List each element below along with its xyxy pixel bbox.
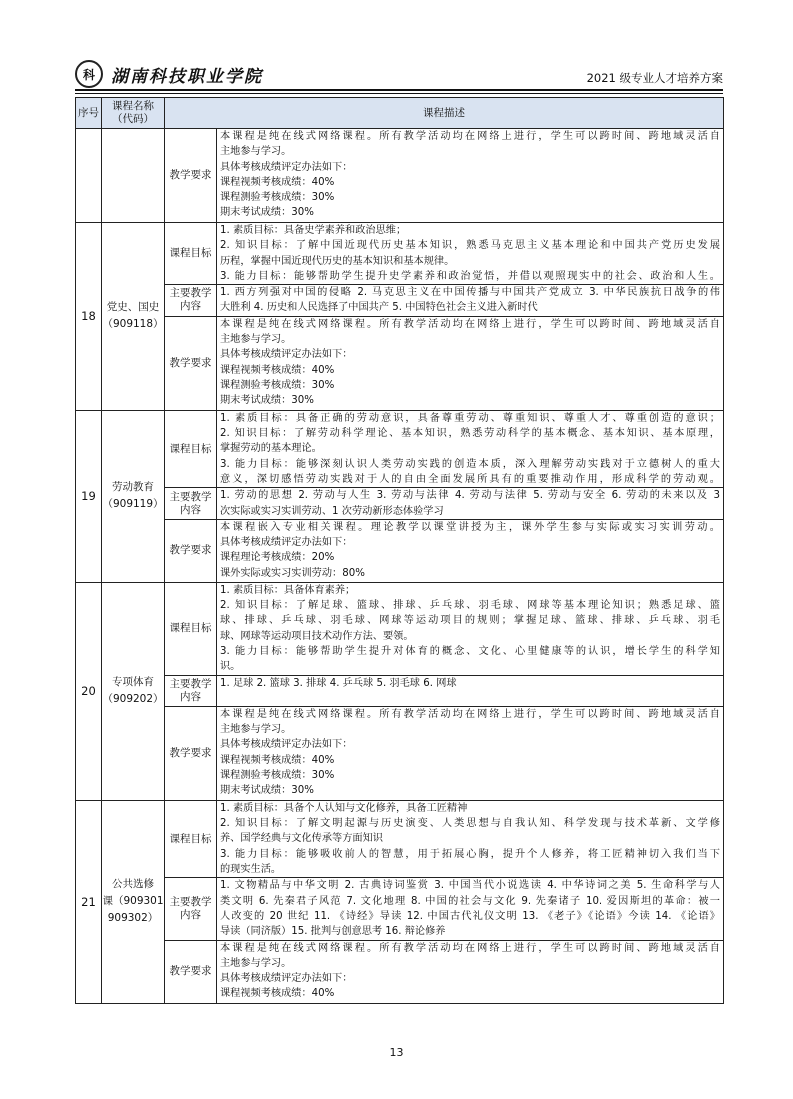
course-number: 18: [76, 223, 102, 411]
content-label-line: 主要教学: [169, 895, 212, 908]
description-line: 本课程嵌入专业相关课程。理论教学以课堂讲授为主，课外学生参与实际或实习实训劳动。: [220, 521, 720, 533]
table-row: [76, 519, 724, 582]
description-line: 识。: [220, 661, 241, 673]
description-line: 课程视频考核成绩：40%: [220, 988, 335, 1000]
table-row: [76, 582, 724, 675]
requirement-label: 教学要求: [165, 316, 217, 410]
school-logo: [75, 60, 263, 88]
goal-label: 课程目标: [165, 800, 217, 877]
course-name-line: 909302）: [107, 912, 159, 925]
description-line: 1. 素质目标：具备个人认知与文化修养，具备工匠精神: [220, 802, 468, 814]
course-name-line: （909118）: [102, 318, 164, 331]
description-line: 课外实际或实习实训劳动：80%: [220, 567, 365, 579]
description-line: 课程测验考核成绩：30%: [220, 379, 335, 391]
description-line: 意义，深切感悟劳动实践对于人的自由全面发展所具有的重要推动作用，形成科学的劳动观。: [220, 473, 720, 485]
page-number: 13: [389, 1046, 404, 1059]
goal-label: 课程目标: [165, 410, 217, 487]
description-line: 课程测验考核成绩：30%: [220, 770, 335, 782]
course-name-line: 公共选修: [112, 878, 154, 891]
description-line: 具体考核成绩评定办法如下：: [220, 161, 353, 173]
course-goals: [217, 582, 724, 675]
table-row: [76, 223, 724, 285]
requirement-label: 教学要求: [165, 706, 217, 800]
description-line: 2. 知识目标：了解文明起源与历史演变、人类思想与自我认知、科学发现与技术革新、文学修: [220, 818, 720, 830]
description-line: 3. 能力目标：能够深刻认识人类劳动实践的创造本质，深入理解劳动实践对于立德树人的重大: [220, 458, 720, 470]
table-row: [76, 316, 724, 410]
description-line: 1. 文物精品与中华文明 2. 古典诗词鉴赏 3. 中国当代小说选读 4. 中华诗词之美 5. 生命科学与人: [220, 880, 720, 892]
course-name: [102, 223, 165, 411]
header-desc: 课程描述: [165, 98, 724, 129]
course-name: [102, 582, 165, 800]
requirement-label: 教学要求: [165, 519, 217, 582]
table-row: [76, 488, 724, 520]
requirement-label: 教学要求: [165, 940, 217, 1003]
description-line: 主地参与学习。: [220, 146, 292, 158]
content-label-line: 内容: [180, 300, 201, 313]
description-line: 3. 能力目标：能够吸收前人的智慧，用于拓展心胸，提升个人修养，将工匠精神切入我们当下: [220, 848, 720, 860]
description-line: 期末考试成绩：30%: [220, 207, 314, 219]
table-row: [76, 675, 724, 706]
description-line: 课程视频考核成绩：40%: [220, 754, 335, 766]
header-name: 课程名称（代码）: [102, 98, 165, 129]
course-content: [217, 488, 724, 520]
description-line: 历程，掌握中国近现代历史的基本知识和基本规律。: [220, 255, 455, 267]
course-requirements: [217, 316, 724, 410]
description-line: 本课程是纯在线式网络课程。所有教学活动均在网络上进行，学生可以跨时间、跨地域灵活自: [220, 318, 720, 330]
course-number: 20: [76, 582, 102, 800]
description-line: 本课程是纯在线式网络课程。所有教学活动均在网络上进行，学生可以跨时间、跨地域灵活自: [220, 131, 720, 142]
course-number: 19: [76, 410, 102, 582]
description-line: 的现实生活。: [220, 864, 282, 876]
goal-label: 课程目标: [165, 582, 217, 675]
table-row: [76, 706, 724, 800]
cell-name: [102, 129, 165, 223]
cell-no: [76, 129, 102, 223]
content-label-line: 主要教学: [169, 490, 212, 503]
course-name-line: 劳动教育: [112, 481, 154, 494]
description-line: 1. 素质目标：具备史学素养和政治思维；: [220, 225, 407, 236]
description-line: 养、国学经典与文化传承等方面知识: [220, 833, 383, 845]
description-line: 主地参与学习。: [220, 334, 292, 346]
course-goals: [217, 800, 724, 877]
description-line: 类文明 6. 先秦君子风范 7. 文化地理 8. 中国的社会与文化 9. 先秦诸子 10. 爱因斯坦的革命：被一: [220, 895, 720, 907]
table-row: [76, 129, 724, 223]
description-line: 课程测验考核成绩：30%: [220, 192, 335, 204]
table-row: [76, 285, 724, 317]
description-line: 3. 能力目标：能够帮助学生提升史学素养和政治觉悟，并借以观照现实中的社会、政治和人生。: [220, 270, 720, 282]
course-goals: [217, 223, 724, 285]
course-name-line: 党史、国史: [106, 301, 160, 314]
row-description: [217, 129, 724, 223]
description-line: 导读（同济版）15. 批判与创意思考 16. 辩论修养: [220, 926, 446, 938]
content-label: [165, 285, 217, 317]
content-label-line: 内容: [180, 908, 201, 921]
description-line: 球、网球等运动项目技术动作方法、要领。: [220, 630, 414, 642]
description-line: 课程理论考核成绩：20%: [220, 552, 335, 564]
table-row: [76, 940, 724, 1003]
description-line: 2. 知识目标：了解足球、篮球、排球、乒乓球、羽毛球、网球等基本理论知识；熟悉足球、篮: [220, 600, 720, 612]
description-line: 本课程是纯在线式网络课程。所有教学活动均在网络上进行，学生可以跨时间、跨地域灵活自: [220, 942, 720, 954]
description-line: 1. 劳动的思想 2. 劳动与人生 3. 劳动与法律 4. 劳动与法律 5. 劳动与安全 6. 劳动的未来以及 3: [220, 490, 720, 502]
description-line: 3. 能力目标：能够帮助学生提升对体育的概念、文化、心里健康等的认识，增长学生的科学知: [220, 646, 720, 658]
course-requirements: [217, 519, 724, 582]
content-label-line: 主要教学: [169, 677, 212, 690]
description-line: 具体考核成绩评定办法如下：: [220, 537, 353, 549]
header-rule-thin: [75, 93, 723, 94]
course-goals: [217, 410, 724, 487]
description-line: 期末考试成绩：30%: [220, 785, 314, 797]
page-header: [75, 60, 723, 92]
row-label: 教学要求: [165, 129, 217, 223]
table-row: [76, 800, 724, 877]
course-name-line: 课（909301: [102, 895, 164, 908]
description-line: 人改变的 20 世纪 11. 《诗经》导读 12. 中国古代礼仪文明 13. 《老子》《论语》今读 14. 《论语》: [220, 910, 720, 922]
description-line: 大胜利 4. 历史和人民选择了中国共产 5. 中国特色社会主义进入新时代: [220, 302, 538, 314]
course-name-line: （909119）: [102, 498, 164, 511]
school-name-logo: 湖南科技职业学院: [111, 66, 263, 87]
course-content: [217, 878, 724, 940]
table-row: [76, 410, 724, 487]
description-line: 球、排球、乒乓球、羽毛球、网球等运动项目的规则；掌握足球、篮球、排球、乒乓球、羽毛: [220, 615, 720, 627]
description-line: 本课程是纯在线式网络课程。所有教学活动均在网络上进行，学生可以跨时间、跨地域灵活自: [220, 708, 720, 720]
description-line: 2. 知识目标：了解劳动科学理论、基本知识，熟悉劳动科学的基本概念、基本知识、基本原理，: [220, 428, 720, 440]
course-name: [102, 800, 165, 1003]
description-line: 具体考核成绩评定办法如下：: [220, 973, 353, 985]
description-line: 期末考试成绩：30%: [220, 395, 314, 407]
content-label-line: 内容: [180, 503, 201, 516]
description-line: 掌握劳动的基本理论。: [220, 443, 322, 455]
course-content: [217, 675, 724, 706]
description-line: 具体考核成绩评定办法如下：: [220, 349, 353, 361]
content-label: [165, 488, 217, 520]
header-no: 序号: [76, 98, 102, 129]
description-line: 次实际或实习实训劳动、1 次劳动新形态体验学习: [220, 505, 444, 517]
course-name-line: （909202）: [102, 693, 164, 706]
document-title: 2021 级专业人才培养方案: [586, 71, 723, 85]
description-line: 1. 素质目标：具备体育素养；: [220, 584, 356, 596]
goal-label: 课程目标: [165, 223, 217, 285]
table-header-row: [76, 98, 724, 129]
school-emblem-icon: 科: [75, 60, 103, 88]
content-label-line: 内容: [180, 690, 201, 703]
course-number: 21: [76, 800, 102, 1003]
description-line: 1. 西方列强对中国的侵略 2. 马克思主义在中国传播与中国共产党成立 3. 中华民族抗日战争的伟: [220, 287, 720, 299]
description-line: 2. 知识目标：了解中国近现代历史基本知识，熟悉马克思主义基本理论和中国共产党历史发展: [220, 240, 720, 252]
content-label: [165, 675, 217, 706]
description-line: 主地参与学习。: [220, 957, 292, 969]
table-row: [76, 878, 724, 940]
description-line: 主地参与学习。: [220, 724, 292, 736]
description-line: 课程视频考核成绩：40%: [220, 364, 335, 376]
description-line: 课程视频考核成绩：40%: [220, 176, 335, 188]
course-requirements: [217, 706, 724, 800]
course-table: [75, 97, 724, 1004]
content-label-line: 主要教学: [169, 287, 212, 300]
course-name: [102, 410, 165, 582]
content-label: [165, 878, 217, 940]
description-line: 1. 素质目标：具备正确的劳动意识，具备尊重劳动、尊重知识、尊重人才、尊重创造的意识；: [220, 412, 720, 424]
description-line: 具体考核成绩评定办法如下：: [220, 739, 353, 751]
course-requirements: [217, 940, 724, 1003]
description-line: 1. 足球 2. 篮球 3. 排球 4. 乒乓球 5. 羽毛球 6. 网球: [220, 677, 457, 689]
course-name-line: 专项体育: [112, 676, 154, 689]
header-rule: [75, 89, 723, 91]
course-content: [217, 285, 724, 317]
